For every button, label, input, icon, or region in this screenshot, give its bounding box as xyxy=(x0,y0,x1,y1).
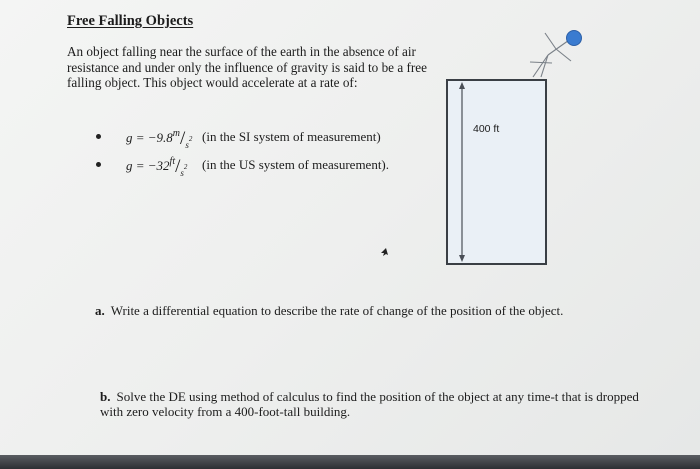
unit-exponent: 2 xyxy=(183,163,188,171)
question-a-text: Write a differential equation to describe the rate of change of the position of the object. xyxy=(110,303,564,318)
intro-paragraph: An object falling near the surface of the earth in the absence of air resistance and under only the influence of gravity is said to be a free falling object. This object would accelerate at a rate of: xyxy=(67,44,427,90)
unit-denominator: s xyxy=(185,140,189,150)
formula-value: g = −32 xyxy=(126,158,170,173)
gravity-formula-us: $g = -32^{ft}/_s2$ xyxy=(126,156,188,178)
si-note: (in the SI system of measurement) xyxy=(202,129,381,144)
unit-exponent: 2 xyxy=(188,135,193,143)
stick-figure xyxy=(530,33,572,77)
us-note: (in the US system of measurement). xyxy=(202,157,390,172)
height-label: 400 ft xyxy=(473,123,500,135)
unit-numerator: m xyxy=(172,128,181,139)
unit-denominator: s xyxy=(180,168,184,178)
page-title: Free Falling Objects xyxy=(67,13,194,29)
question-a-label: a. xyxy=(95,303,105,318)
cursor-icon xyxy=(381,248,388,256)
question-b xyxy=(100,389,640,419)
ball-icon xyxy=(567,31,582,46)
question-b-text: Solve the DE using method of calculus to find the position of the object at any time-t that is dropped with zero velocity from a 400-foot-tall building. xyxy=(100,389,639,419)
gravity-formula-si: $g = -9.8^m/_s2$ xyxy=(126,128,193,150)
question-a xyxy=(95,303,655,319)
unit-numerator: ft xyxy=(169,156,176,167)
height-arrow xyxy=(459,82,465,262)
question-b-label: b. xyxy=(100,389,111,404)
formula-value: g = −9.8 xyxy=(126,130,173,145)
